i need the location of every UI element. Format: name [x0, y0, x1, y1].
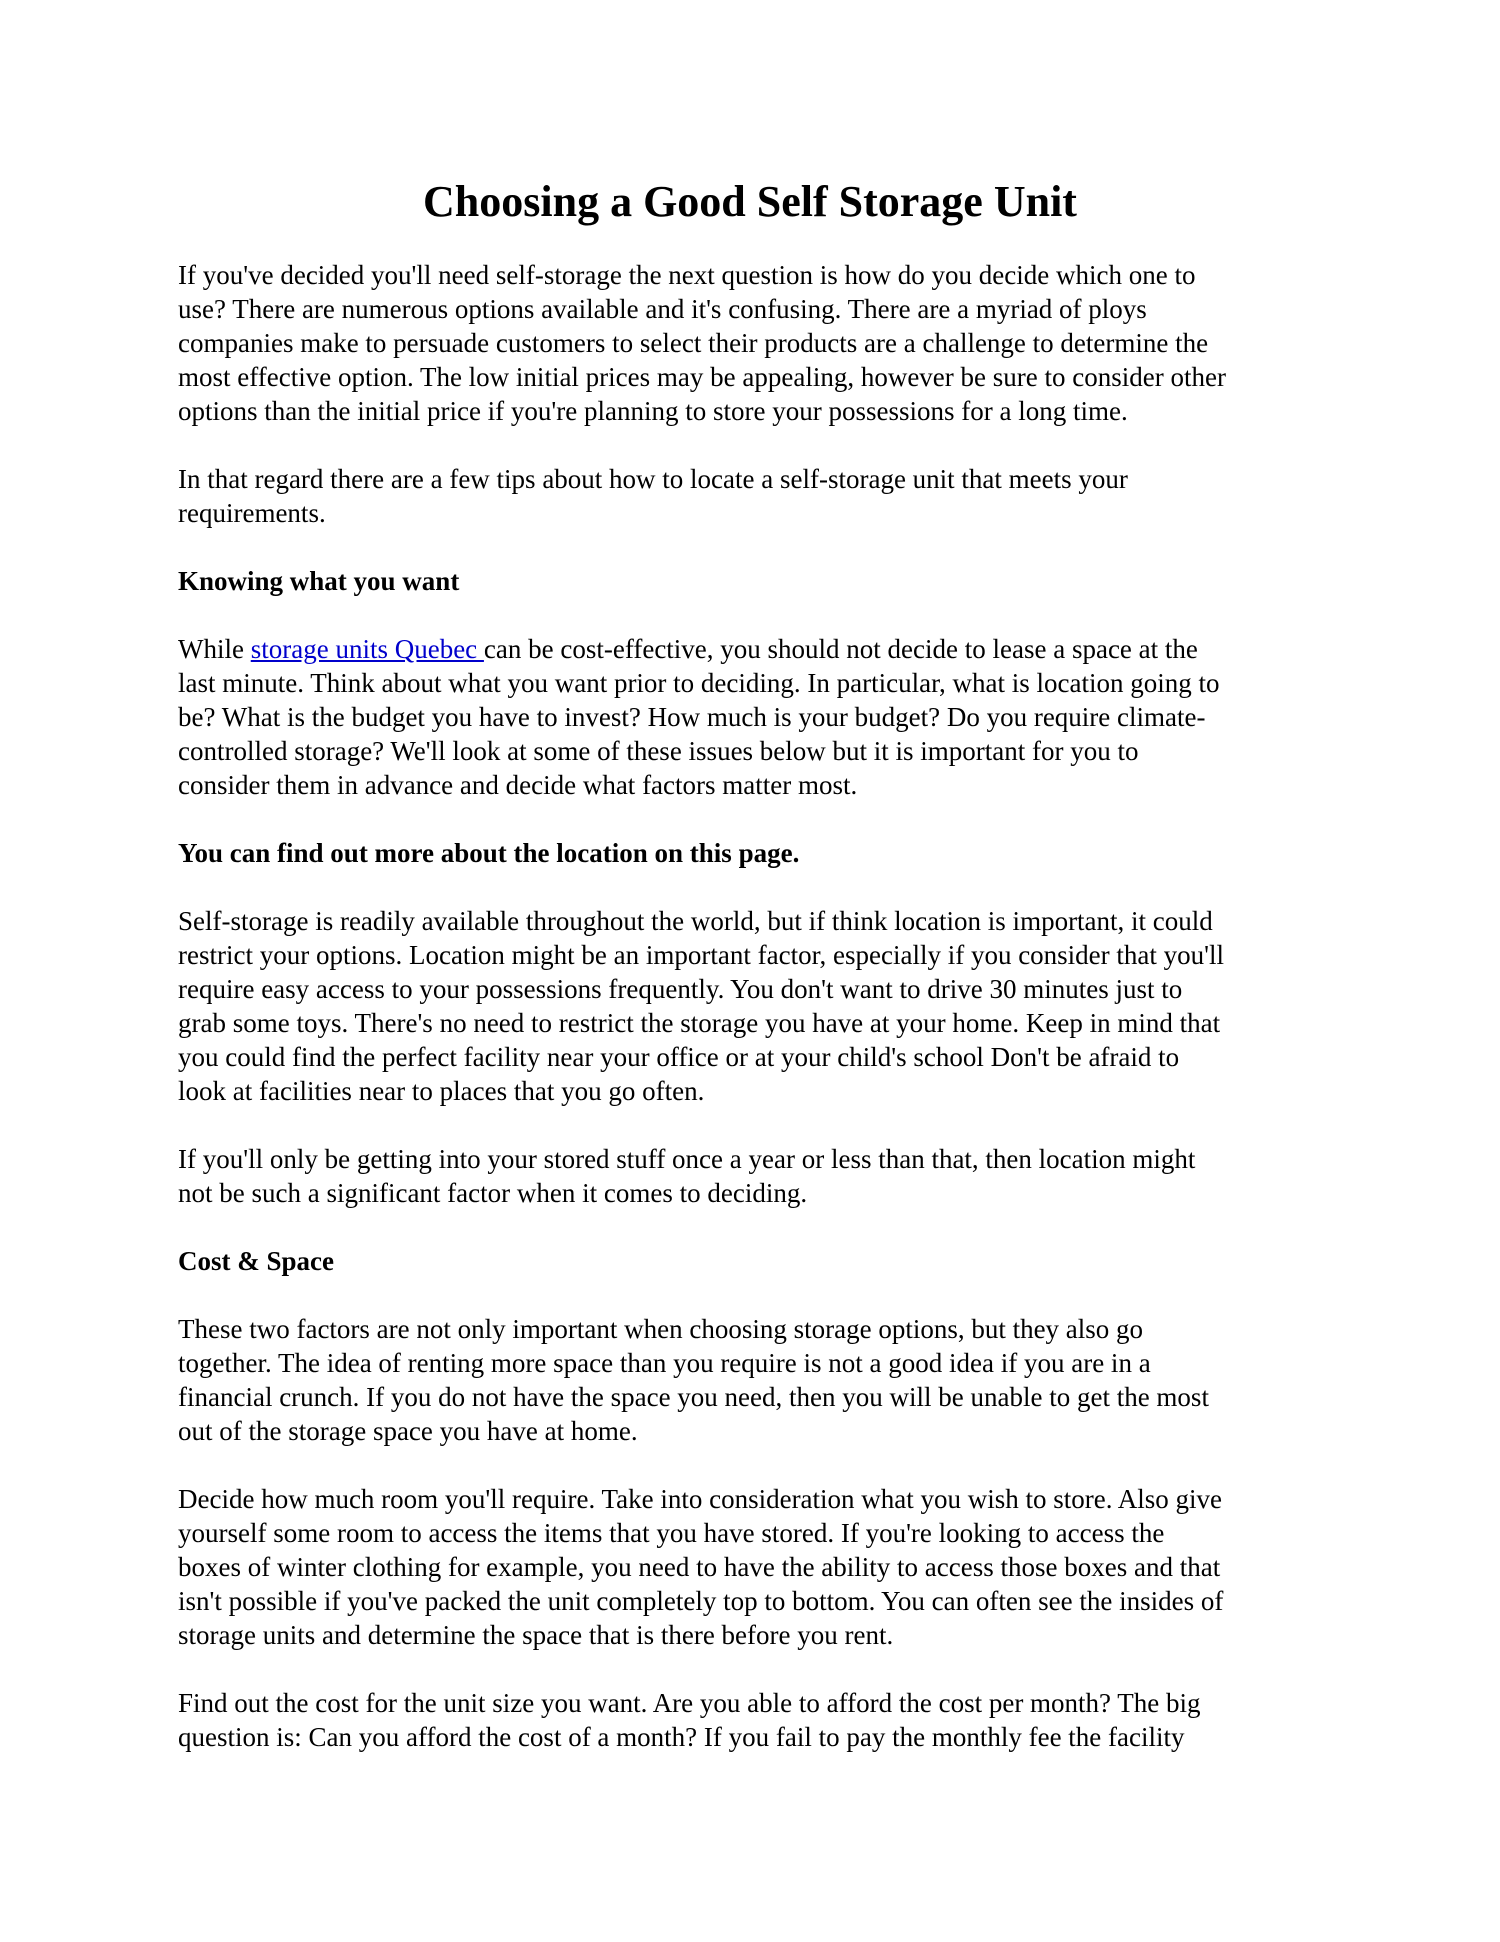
section1-paragraph	[178, 632, 1338, 802]
text-line: If you've decided you'll need self-storage the next question is how do you decide which one to	[178, 260, 1196, 290]
document-body	[178, 258, 1338, 1788]
section-heading-cost-space: Cost & Space	[178, 1246, 334, 1276]
text-line: requirements.	[178, 498, 326, 528]
section2-paragraph-1	[178, 904, 1338, 1108]
text-line: question is: Can you afford the cost of a month? If you fail to pay the monthly fee the facility	[178, 1722, 1185, 1752]
section-heading-knowing-what-you-want: Knowing what you want	[178, 566, 460, 596]
text-line: together. The idea of renting more space than you require is not a good idea if you are in a	[178, 1348, 1151, 1378]
text-line: These two factors are not only important when choosing storage options, but they also go	[178, 1314, 1144, 1344]
text-line: financial crunch. If you do not have the space you need, then you will be unable to get the most	[178, 1382, 1209, 1412]
text-fragment: can be cost-effective, you should not decide to lease a space at the	[483, 634, 1198, 664]
text-line: Self-storage is readily available throughout the world, but if think location is important, it could	[178, 906, 1213, 936]
text-line: Find out the cost for the unit size you want. Are you able to afford the cost per month? The big	[178, 1688, 1201, 1718]
storage-units-quebec-link[interactable]: storage units Quebec	[250, 634, 484, 664]
text-line: controlled storage? We'll look at some of these issues below but it is important for you to	[178, 736, 1139, 766]
text-line: consider them in advance and decide what factors matter most.	[178, 770, 858, 800]
intro-paragraph-2	[178, 462, 1338, 530]
section2-paragraph-2	[178, 1142, 1338, 1210]
text-line: grab some toys. There's no need to restrict the storage you have at your home. Keep in mind that	[178, 1008, 1221, 1038]
text-line: In that regard there are a few tips about how to locate a self-storage unit that meets your	[178, 464, 1128, 494]
section3-paragraph-3	[178, 1686, 1338, 1754]
text-line: restrict your options. Location might be an important factor, especially if you consider that you'll	[178, 940, 1225, 970]
text-line: boxes of winter clothing for example, you need to have the ability to access those boxes and that	[178, 1552, 1221, 1582]
section3-paragraph-1	[178, 1312, 1338, 1448]
text-line: storage units and determine the space that is there before you rent.	[178, 1620, 894, 1650]
text-line: If you'll only be getting into your stored stuff once a year or less than that, then location might	[178, 1144, 1196, 1174]
text-line: most effective option. The low initial prices may be appealing, however be sure to consider other	[178, 362, 1226, 392]
text-line: use? There are numerous options available and it's confusing. There are a myriad of ploys	[178, 294, 1147, 324]
text-line: not be such a significant factor when it comes to deciding.	[178, 1178, 808, 1208]
text-line: Decide how much room you'll require. Take into consideration what you wish to store. Also give	[178, 1484, 1223, 1514]
text-line: companies make to persuade customers to select their products are a challenge to determine the	[178, 328, 1209, 358]
text-line: isn't possible if you've packed the unit completely top to bottom. You can often see the insides of	[178, 1586, 1224, 1616]
page-title: Choosing a Good Self Storage Unit	[423, 177, 1077, 226]
intro-paragraph-1	[178, 258, 1338, 428]
text-line: last minute. Think about what you want prior to deciding. In particular, what is location going to	[178, 668, 1220, 698]
section3-paragraph-2	[178, 1482, 1338, 1652]
text-line: out of the storage space you have at home.	[178, 1416, 638, 1446]
text-line: look at facilities near to places that you go often.	[178, 1076, 705, 1106]
text-line: yourself some room to access the items that you have stored. If you're looking to access the	[178, 1518, 1165, 1548]
section-heading-location: You can find out more about the location on this page.	[178, 838, 800, 868]
text-line: require easy access to your possessions frequently. You don't want to drive 30 minutes just to	[178, 974, 1183, 1004]
text-line: you could find the perfect facility near your office or at your child's school Don't be afraid to	[178, 1042, 1180, 1072]
text-line: be? What is the budget you have to invest? How much is your budget? Do you require climate-	[178, 702, 1206, 732]
text-line	[178, 632, 1338, 666]
text-fragment: While	[178, 634, 251, 664]
text-line: options than the initial price if you're planning to store your possessions for a long time.	[178, 396, 1128, 426]
